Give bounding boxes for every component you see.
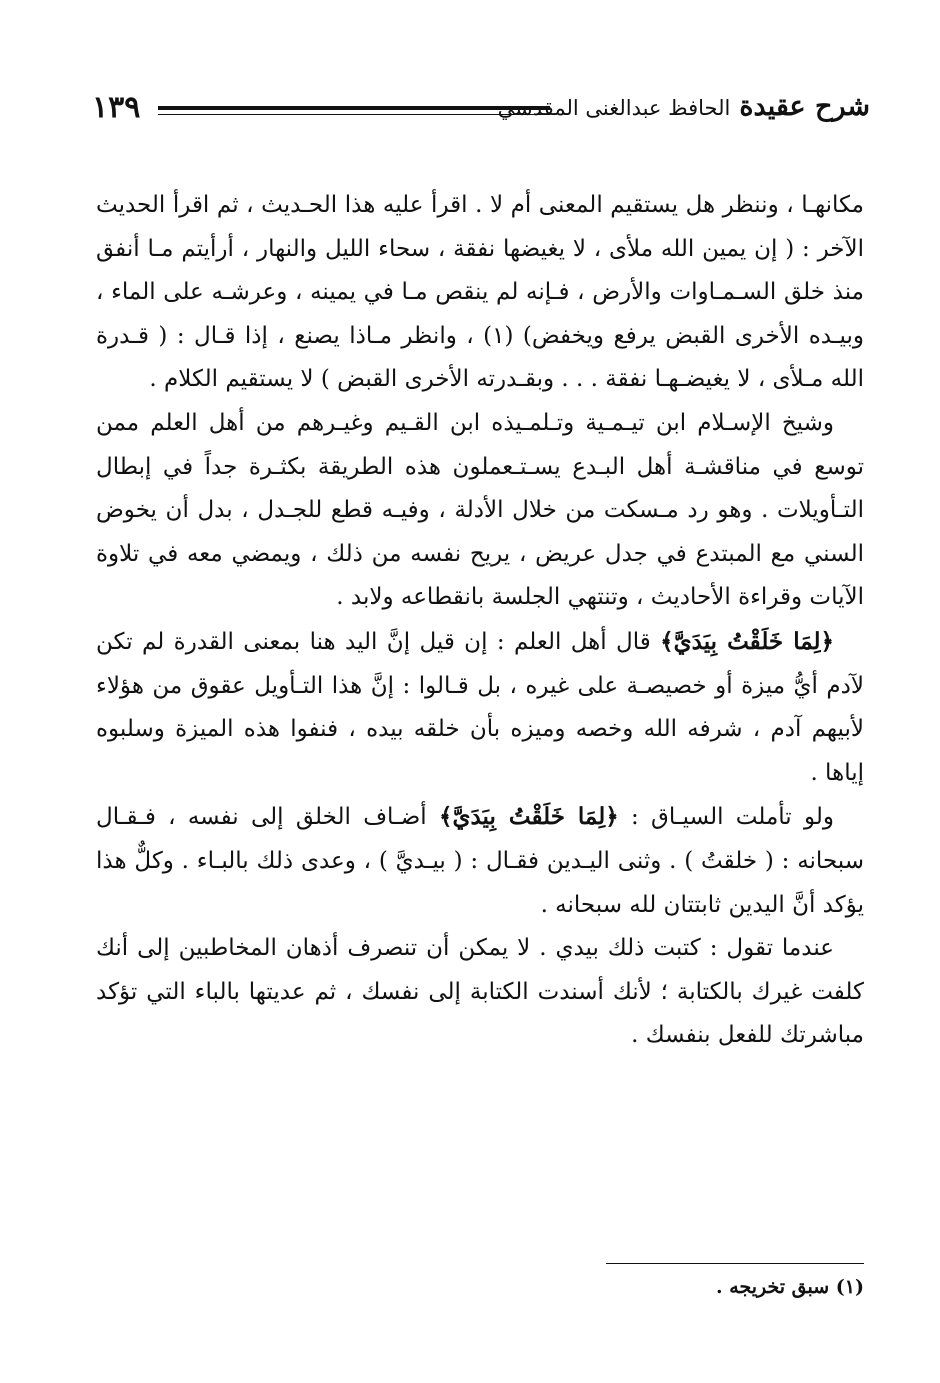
paragraph-1	[96, 184, 864, 402]
footnote-separator	[606, 1263, 864, 1264]
paragraph-5	[96, 927, 864, 1058]
paragraph-text: قال أهل العلم : إن قيل إنَّ اليد هنا بمعنى القدرة لم تكن لآدم أيُّ ميزة أو خصيصـة على غيره ، بل قـالوا : إنَّ هذا التـأويل عقوق من هؤلاء لأبيهم آدم ، شرفه الله وخصه وميزه بأن خلقه بيده ، فنفوا هذه الميزة وسلبوه إياها .	[96, 628, 864, 786]
header-rule	[158, 106, 550, 110]
quran-verse: ﴿لِمَا خَلَقْتُ بِيَدَيَّ﴾	[439, 803, 619, 831]
paragraph-lead: ولو تأملت السيـاق :	[618, 804, 835, 831]
paragraph-text: أضـاف الخلق إلى نفسه ، فـقـال سبحانه : ( خلقتُ ) . وثنى اليـدين فقـال : ( بيـديَّ ) ، وعدى ذلك بالبـاء . وكلٌّ هذا يؤكد أنَّ اليدين ثابتتان لله سبحانه .	[96, 804, 864, 918]
running-header	[92, 86, 870, 130]
paragraph-2	[96, 402, 864, 620]
book-title-main: شرح عقيدة	[739, 91, 870, 122]
footnote: (١) سبق تخريجه .	[716, 1276, 864, 1298]
quran-verse: ﴿لِمَا خَلَقْتُ بِيَدَيَّ﴾	[660, 627, 835, 655]
paragraph-4	[96, 795, 864, 927]
main-text	[96, 184, 864, 1058]
paragraph-3	[96, 620, 864, 795]
paragraph-text: عندما تقول : كتبت ذلك بيدي . لا يمكن أن تنصرف أذهان المخاطبين إلى أنك كلفت غيرك بالكتابة ؛ لأنك أسندت الكتابة إلى نفسك ، ثم عديتها بالباء التي تؤكد مباشرتك للفعل بنفسك .	[96, 935, 864, 1049]
paragraph-text: مكانهـا ، وننظر هل يستقيم المعنى أم لا . اقرأ عليه هذا الحـديث ، ثم اقرأ الحديث الآخر : ( إن يمين الله ملأى ، لا يغيضها نفقة ، سحاء الليل والنهار ، أرأيتم مـا أنفق منذ خلق السـمـاوات والأرض ، فـإنه لم ينقص مـا في يمينه ، وعرشـه على الماء ، وبيـده الأخرى القبض يرفع ويخفض) (١) ، وانظر مـاذا يصنع ، إذا قـال : ( قـدرة الله مـلأى ، لا يغيضـهـا نفقة . . . وبقـدرته الأخرى القبض ) لا يستقيم الكلام .	[96, 192, 865, 393]
paragraph-text: وشيخ الإسـلام ابن تيـمـية وتـلمـيذه ابن القـيم وغيـرهم من أهل العلم ممن توسع في مناقشـة أهل البـدع يسـتـعملون هذه الطريقة بكثـرة جداً في إبطال التـأويلات . وهو رد مـسكت من خلال الأدلة ، وفيـه قطع للجـدل ، بدل أن يخوض السني مع المبتدع في جدل عريض ، يريح نفسه من ذلك ، ويمضي معه في تلاوة الآيات وقراءة الأحاديث ، وتنتهي الجلسة بانقطاعه ولابد .	[96, 409, 864, 611]
book-title-sub: الحافظ عبدالغنى المقدسي	[497, 96, 731, 120]
book-title	[498, 88, 870, 129]
page-number: ١٣٩	[92, 90, 141, 125]
